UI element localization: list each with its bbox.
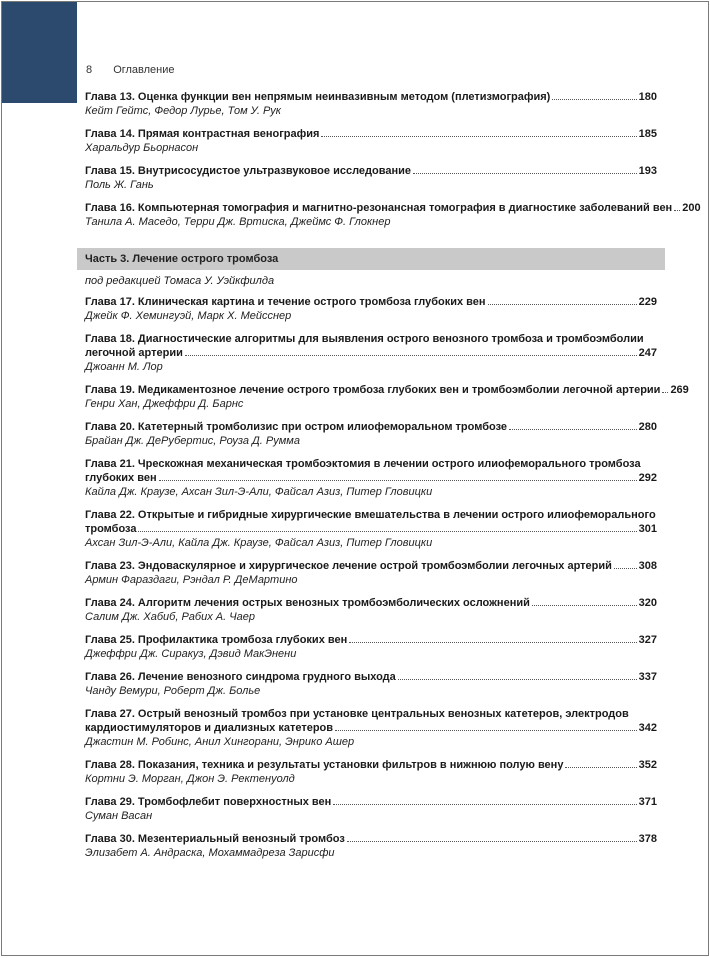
toc-entry — [85, 633, 657, 661]
chapter-authors: Элизабет А. Андраска, Мохаммадреза Зарисфи — [85, 847, 335, 859]
chapter-line — [85, 832, 657, 846]
chapter-page-number: 301 — [638, 523, 657, 535]
chapter-page-number: 229 — [638, 296, 657, 308]
table-of-contents — [85, 90, 701, 869]
part-editor: под редакцией Томаса У. Уэйкфилда — [85, 275, 275, 287]
chapter-line — [85, 127, 657, 141]
chapter-page-number: 342 — [638, 722, 657, 734]
chapter-title: Глава 13. Оценка функции вен непрямым неинвазивным методом (плетизмография) — [85, 91, 551, 103]
part-heading: Часть 3. Лечение острого тромбоза — [77, 248, 665, 270]
chapter-page-number: 180 — [638, 91, 657, 103]
page-number: 8 — [86, 64, 93, 76]
dot-leader — [335, 730, 637, 731]
toc-entry — [85, 795, 657, 823]
chapter-authors: Суман Васан — [85, 810, 153, 822]
chapter-line — [85, 164, 657, 178]
chapter-line — [85, 795, 657, 809]
chapter-page-number: 371 — [638, 796, 657, 808]
chapter-page-number: 308 — [638, 560, 657, 572]
toc-entry — [85, 127, 657, 155]
chapter-title: Глава 29. Тромбофлебит поверхностных вен — [85, 796, 332, 808]
chapter-line — [85, 295, 657, 309]
chapter-line — [85, 383, 689, 397]
toc-entries-part — [85, 295, 689, 860]
chapter-page-number: 378 — [638, 833, 657, 845]
chapter-line — [85, 522, 657, 536]
chapter-title: Глава 26. Лечение венозного синдрома грудного выхода — [85, 671, 396, 683]
toc-entry — [85, 707, 657, 749]
chapter-page-number: 247 — [638, 347, 657, 359]
section-title: Оглавление — [113, 64, 175, 76]
dot-leader — [552, 99, 636, 100]
chapter-title: кардиостимуляторов и диализных катетеров — [85, 722, 334, 734]
dot-leader — [138, 531, 636, 532]
chapter-line — [85, 201, 701, 215]
chapter-authors: Поль Ж. Гань — [85, 179, 154, 191]
chapter-title: Глава 15. Внутрисосудистое ультразвуковое исследование — [85, 165, 411, 177]
dot-leader — [413, 173, 637, 174]
chapter-title-line: Глава 22. Открытые и гибридные хирургические вмешательства в лечении острого илиофеморального — [85, 509, 656, 521]
dot-leader — [347, 841, 637, 842]
corner-color-block — [2, 2, 77, 103]
chapter-title: Глава 30. Мезентериальный венозный тромбоз — [85, 833, 345, 845]
chapter-page-number: 352 — [638, 759, 657, 771]
chapter-authors: Кортни Э. Морган, Джон Э. Ректенуолд — [85, 773, 295, 785]
chapter-line — [85, 420, 657, 434]
toc-entry — [85, 457, 657, 499]
chapter-authors: Чанду Вемури, Роберт Дж. Больe — [85, 685, 261, 697]
chapter-title: Глава 24. Алгоритм лечения острых венозных тромбоэмболических осложнений — [85, 597, 530, 609]
chapter-title: Глава 14. Прямая контрастная венография — [85, 128, 320, 140]
page — [1, 1, 709, 956]
dot-leader — [488, 304, 637, 305]
dot-leader — [509, 429, 637, 430]
chapter-title-line: Глава 18. Диагностические алгоритмы для выявления острого венозного тромбоза и тромбоэмболии — [85, 333, 644, 345]
toc-entry — [85, 164, 657, 192]
dot-leader — [398, 679, 637, 680]
chapter-authors: Кейт Гейтс, Федор Лурье, Том У. Рук — [85, 105, 281, 117]
chapter-authors: Ахсан Зил-Э-Али, Кайла Дж. Краузе, Файсал Азиз, Питер Гловицки — [85, 537, 433, 549]
chapter-page-number: 269 — [670, 384, 689, 396]
toc-entry — [85, 295, 657, 323]
toc-entry — [85, 670, 657, 698]
dot-leader — [333, 804, 636, 805]
dot-leader — [614, 568, 637, 569]
chapter-title: Глава 19. Медикаментозное лечение острого тромбоза глубоких вен и тромбоэмболии легочной артерии — [85, 384, 661, 396]
dot-leader — [532, 605, 637, 606]
dot-leader — [349, 642, 636, 643]
chapter-title: Глава 20. Катетерный тромболизис при остром илиофеморальном тромбозе — [85, 421, 508, 433]
chapter-line — [85, 596, 657, 610]
chapter-title: глубоких вен — [85, 472, 157, 484]
chapter-title-line: Глава 27. Острый венозный тромбоз при установке центральных венозных катетеров, электродов — [85, 708, 629, 720]
chapter-page-number: 320 — [638, 597, 657, 609]
toc-entries-top — [85, 90, 701, 229]
chapter-title: легочной артерии — [85, 347, 183, 359]
dot-leader — [565, 767, 636, 768]
chapter-authors: Джеффри Дж. Сиракуз, Дэвид МакЭнени — [85, 648, 297, 660]
dot-leader — [321, 136, 636, 137]
chapter-title: тромбоза — [85, 523, 137, 535]
chapter-title: Глава 25. Профилактика тромбоза глубоких вен — [85, 634, 348, 646]
dot-leader — [185, 355, 637, 356]
chapter-page-number: 280 — [638, 421, 657, 433]
chapter-line — [85, 471, 657, 485]
chapter-authors: Танила А. Маседо, Терри Дж. Вртиска, Джеймс Ф. Глокнер — [85, 216, 391, 228]
chapter-authors: Салим Дж. Хабиб, Рабих А. Чаер — [85, 611, 255, 623]
chapter-title: Глава 17. Клиническая картина и течение острого тромбоза глубоких вен — [85, 296, 486, 308]
chapter-line — [85, 90, 657, 104]
toc-entry — [85, 508, 657, 550]
dot-leader — [674, 210, 680, 211]
toc-entry — [85, 332, 657, 374]
chapter-title: Глава 23. Эндоваскулярное и хирургическое лечение острой тромбоэмболии легочных артерий — [85, 560, 612, 572]
chapter-authors: Брайан Дж. ДеРубертис, Роуза Д. Румма — [85, 435, 300, 447]
chapter-page-number: 200 — [682, 202, 701, 214]
toc-entry — [85, 758, 657, 786]
chapter-page-number: 337 — [638, 671, 657, 683]
chapter-page-number: 185 — [638, 128, 657, 140]
chapter-title-line: Глава 21. Чрескожная механическая тромбоэктомия в лечении острого илиофеморального тромбоза — [85, 458, 641, 470]
toc-entry — [85, 596, 657, 624]
chapter-title: Глава 16. Компьютерная томография и магнитно-резонансная томография в диагностике заболеваний вен — [85, 202, 673, 214]
toc-entry — [85, 383, 689, 411]
chapter-line — [85, 758, 657, 772]
toc-entry — [85, 559, 657, 587]
chapter-line — [85, 559, 657, 573]
chapter-line — [85, 721, 657, 735]
chapter-line — [85, 670, 657, 684]
chapter-line — [85, 346, 657, 360]
running-head — [86, 64, 175, 76]
chapter-page-number: 193 — [638, 165, 657, 177]
chapter-line — [85, 633, 657, 647]
dot-leader — [159, 480, 637, 481]
chapter-authors: Джастин М. Робинс, Анил Хингорани, Энрико Ашер — [85, 736, 355, 748]
chapter-authors: Армин Фараздаги, Рэндал Р. ДеМартино — [85, 574, 298, 586]
dot-leader — [662, 392, 668, 393]
chapter-page-number: 292 — [638, 472, 657, 484]
toc-entry — [85, 832, 657, 860]
chapter-title: Глава 28. Показания, техника и результаты установки фильтров в нижнюю полую вену — [85, 759, 564, 771]
toc-entry — [85, 420, 657, 448]
chapter-authors: Кайла Дж. Краузе, Ахсан Зил-Э-Али, Файсал Азиз, Питер Гловицки — [85, 486, 433, 498]
chapter-page-number: 327 — [638, 634, 657, 646]
toc-entry — [85, 201, 701, 229]
chapter-authors: Джоанн М. Лор — [85, 361, 163, 373]
toc-entry — [85, 90, 657, 118]
chapter-authors: Джейк Ф. Хемингуэй, Марк Х. Мейсснер — [85, 310, 292, 322]
chapter-authors: Генри Хан, Джеффри Д. Барнс — [85, 398, 244, 410]
chapter-authors: Харальдур Бьорнасон — [85, 142, 199, 154]
